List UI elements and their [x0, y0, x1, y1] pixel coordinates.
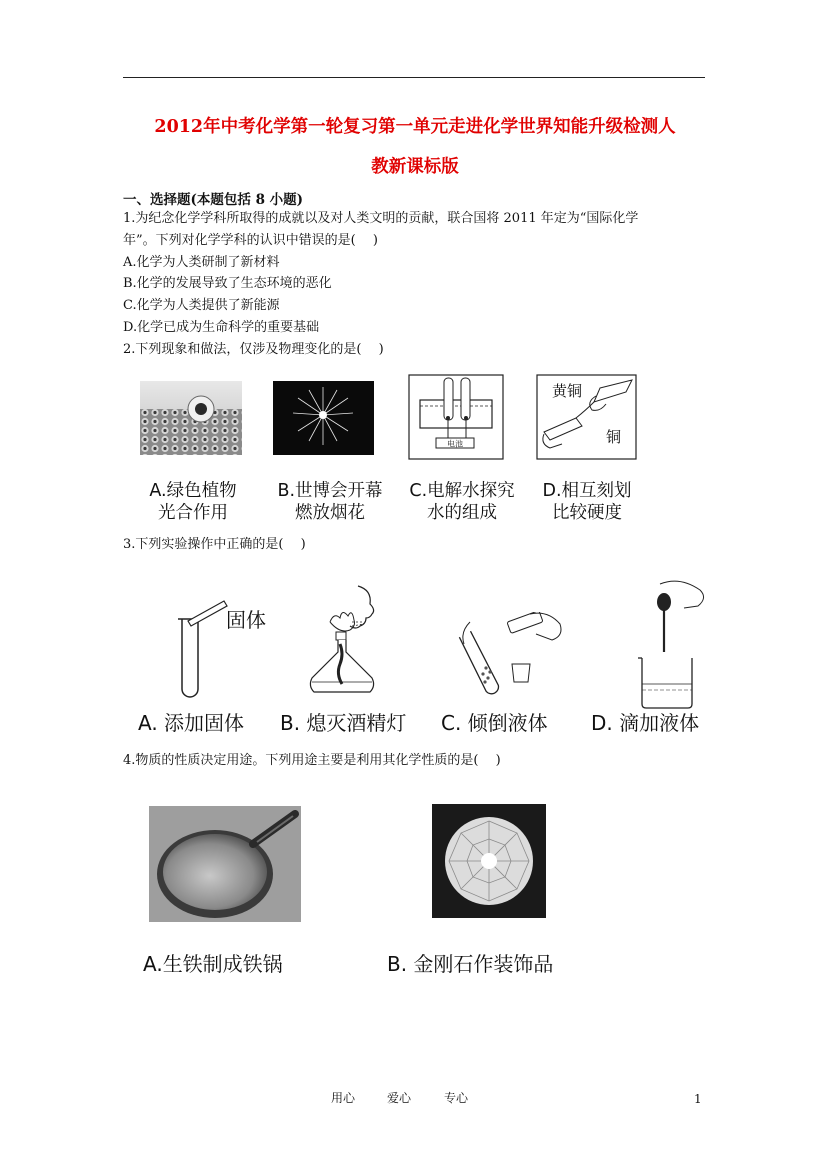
- brass-label: 黄铜: [552, 382, 583, 400]
- scratch-hardness-diagram: [536, 374, 637, 460]
- q2-caption-a: [140, 480, 246, 524]
- solid-label: 固体: [226, 608, 266, 632]
- q2-caption-a-line1: A.绿色植物: [149, 481, 237, 501]
- q2-caption-c-line2: 水的组成: [427, 503, 497, 523]
- q1-stem-line1: 1.为纪念化学学科所取得的成就以及对人类文明的贡献，联合国将 2011 年定为“国际化学: [123, 211, 639, 226]
- iron-wok-image: [149, 806, 301, 922]
- pour-liquid-diagram: [450, 612, 570, 712]
- q3-caption-c: C. 倾倒液体: [441, 711, 548, 735]
- q3-caption-a: A. 添加固体: [138, 711, 245, 735]
- page-number: 1: [694, 1092, 702, 1106]
- q2-caption-b-line2: 燃放烟花: [295, 503, 365, 523]
- q1-option-d: D.化学已成为生命科学的重要基础: [123, 320, 320, 335]
- q2-caption-c: [400, 480, 524, 524]
- add-solid-diagram: [168, 585, 278, 705]
- q3-stem: 3.下列实验操作中正确的是( ): [123, 537, 306, 552]
- q2-caption-a-line2: 光合作用: [158, 503, 228, 523]
- drop-liquid-diagram: [630, 578, 710, 712]
- copper-label: 铜: [606, 428, 622, 446]
- fireworks-image: [273, 381, 374, 455]
- footer-item-aixin: 爱心: [387, 1091, 412, 1105]
- extinguish-lamp-diagram: [300, 582, 400, 710]
- power-label: 电池: [447, 439, 463, 449]
- footer-item-zhuanxin: 专心: [444, 1091, 469, 1105]
- q1-option-c: C.化学为人类提供了新能源: [123, 298, 280, 313]
- q2-stem: 2.下列现象和做法，仅涉及物理变化的是( ): [123, 342, 384, 357]
- diamond-image: [432, 804, 546, 918]
- q2-caption-b-line1: B.世博会开幕: [277, 481, 383, 501]
- q1-option-a: A.化学为人类研制了新材料: [123, 255, 280, 270]
- electrolysis-diagram: [408, 374, 504, 460]
- q2-caption-d: [532, 480, 642, 524]
- q3-caption-b: B. 熄灭酒精灯: [280, 711, 407, 735]
- q2-caption-b: [268, 480, 392, 524]
- q4-caption-b: B. 金刚石作装饰品: [387, 952, 554, 976]
- q1-option-b: B.化学的发展导致了生态环境的恶化: [123, 276, 332, 291]
- section-heading: 一、选择题(本题包括 8 小题): [123, 192, 304, 208]
- footer-item-yongxin: 用心: [331, 1091, 356, 1105]
- sunflower-image: [140, 381, 242, 455]
- q2-caption-d-line1: D.相互刻划: [542, 481, 632, 501]
- q3-caption-d: D. 滴加液体: [591, 711, 700, 735]
- q1-stem-line2: 年”。下列对化学学科的认识中错误的是( ): [123, 233, 378, 248]
- header-rule: [123, 77, 705, 78]
- q4-stem: 4.物质的性质决定用途。下列用途主要是利用其化学性质的是( ): [123, 753, 501, 768]
- q2-caption-d-line2: 比较硬度: [552, 503, 622, 523]
- q2-caption-c-line1: C.电解水探究: [409, 481, 515, 501]
- document-title-line2: 教新课标版: [371, 157, 459, 177]
- q4-caption-a: A.生铁制成铁锅: [143, 952, 283, 976]
- document-title-line1: 2012年中考化学第一轮复习第一单元走进化学世界知能升级检测人: [154, 117, 676, 137]
